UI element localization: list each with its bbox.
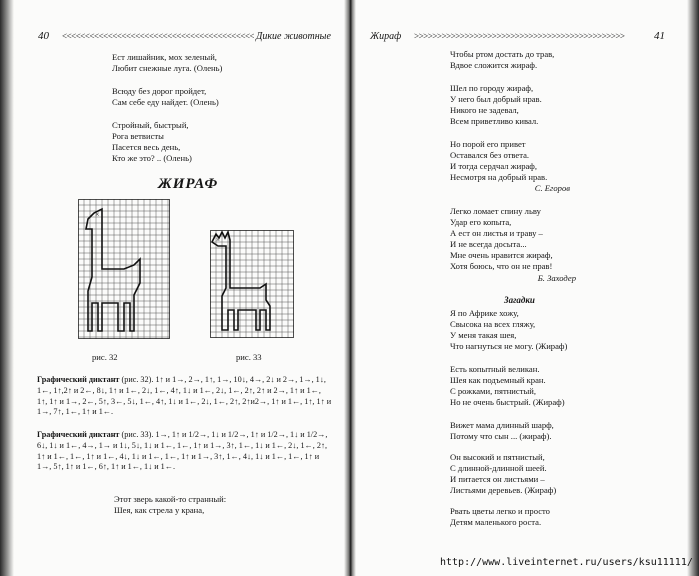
riddle-line: Шея как подъемный кран. xyxy=(450,375,546,386)
riddle-line: Он высокий и пятнистый, xyxy=(450,452,545,462)
graphic-dictation xyxy=(37,375,332,418)
riddle-line: С рожками, пятнистый, xyxy=(450,386,536,397)
closing-stanza xyxy=(114,494,226,516)
stanza-line: Шея, как стрела у крана, xyxy=(114,505,205,516)
dictation-steps: 1↑ и 1→, 2→, 1↑, 1→, 10↓, 4→, 2↓ и 2→, 1→, 1↓, 1←, 1↑,2↑ и 2←, 8↓, 1↑ и 1←, 2↓, 1←, 4↑, 1↓ и 1←, 2↓, 1←, 2↑, 2↑ и 2→, 1↑ и 1←, 1↑, 1↑ и 1→, 2←, 5↑, 3←, 5↓, 1←, 4↑, 1↓ и 1←, 2↓, 1←, 2↑, 2↑и2→, 1↑ и 1←, 1↑, 1↑ и 1→, 7↑, 1←, 1↑ и 1←. xyxy=(37,375,332,417)
page-number: 40 xyxy=(38,30,49,42)
dictation-steps: 1→, 1↑ и 1/2→, 1↓ и 1/2→, 1↑ и 1/2→, 1↓ и 1/2→, 6↓, 1↓ и 1←, 4→, 1→ и 1↓, 5↓, 1↓ и 1←, 1←, 1↑ и 1→, 3↑, 1←, 1↓ и 1←, 2↓, 1←, 2↑, 1↑ и 1←, 1←, 1↑ и 1←, 4↓, 1↓ и 1←, 1←, 1↑ и 1→, 3↑, 1←, 4↓, 1↓ и 1←, 1←, 1↑ и 1→, 5↑, 1↑ и 1←, 6↑, 1↑ и 1←, 1↓ и 1←. xyxy=(37,430,328,472)
running-head: Жираф xyxy=(370,31,402,42)
riddle-line: Сам себе еду найдет. (Олень) xyxy=(112,97,219,108)
riddle-line: Есть копытный великан. xyxy=(450,364,540,374)
right-page xyxy=(352,0,699,576)
figure-caption: рис. 33 xyxy=(236,352,262,362)
riddle-line: Детям маленького роста. xyxy=(450,517,542,528)
poem-stanza xyxy=(450,206,576,284)
riddle-line: Кто же это? .. (Олень) xyxy=(112,153,192,164)
graphic-dictation xyxy=(37,430,332,473)
svg-text:×: × xyxy=(95,210,100,219)
riddle-line: Любит снежные луга. (Олень) xyxy=(112,63,223,74)
decorative-chevron-rule: <<<<<<<<<<<<<<<<<<<<<<<<<<<<<<<<<<<<<<<<<< xyxy=(62,31,254,41)
svg-text:×: × xyxy=(216,236,220,244)
dictation-label: Графический диктант xyxy=(37,430,120,439)
riddle-stanza xyxy=(450,308,567,352)
riddle-stanza xyxy=(112,52,222,74)
page-edge-shadow xyxy=(0,0,14,576)
riddle-line: Свысока на всех гляжу, xyxy=(450,319,536,330)
poem-stanza xyxy=(450,83,542,127)
poem-line: И не всегда досыта... xyxy=(450,239,527,250)
riddle-line: Стройный, быстрый, xyxy=(112,120,189,130)
riddles-title: Загадки xyxy=(504,295,535,305)
poem-line: Хотя боюсь, что он не прав! xyxy=(450,261,553,272)
riddle-line: Я по Африке хожу, xyxy=(450,308,519,318)
figure-33-grid xyxy=(210,230,294,338)
riddle-line: Ест лишайник, мох зеленый, xyxy=(112,52,217,62)
page-number: 41 xyxy=(654,30,665,42)
dictation-ref: (рис. 32). xyxy=(119,375,154,384)
poem-author: С. Егоров xyxy=(534,183,570,194)
poem-line: И тогда сердчал жираф, xyxy=(450,161,538,172)
dictation-ref: (рис. 33). xyxy=(119,430,154,439)
watermark-url: http://www.liveinternet.ru/users/ksu11111/ xyxy=(440,557,693,568)
running-head: Дикие животные xyxy=(256,31,331,42)
riddle-line: Вижет мама длинный шарф, xyxy=(450,420,554,430)
riddle-line: Пасется весь день, xyxy=(112,142,181,153)
riddle-line: Листьями деревьев. (Жираф) xyxy=(450,485,557,496)
book-gutter xyxy=(344,0,356,576)
poem-line: Несмотря на добрый нрав. xyxy=(450,172,548,183)
riddle-line: С длинной-длинной шеей. xyxy=(450,463,547,474)
poem-line: Оставался без ответа. xyxy=(450,150,530,161)
poem-line: Удар его копыта, xyxy=(450,217,512,228)
poem-line: Вдвое сложится жираф. xyxy=(450,60,538,71)
decorative-chevron-rule: >>>>>>>>>>>>>>>>>>>>>>>>>>>>>>>>>>>>>>>>>>>>>> xyxy=(414,31,625,41)
riddle-stanza xyxy=(450,452,556,496)
poem-stanza xyxy=(450,139,570,194)
poem-stanza xyxy=(450,49,554,71)
riddle-stanza xyxy=(112,120,192,164)
riddle-line: Всюду без дорог пройдет, xyxy=(112,86,207,96)
left-page xyxy=(0,0,348,576)
figure-32-grid xyxy=(78,199,170,339)
poem-line: Чтобы ртом достать до трав, xyxy=(450,49,555,59)
riddle-stanza xyxy=(450,364,565,408)
poem-line: А ест он листья и траву – xyxy=(450,228,543,239)
riddle-line: И питается он листьями – xyxy=(450,474,545,485)
riddle-line: Потому что сын ... (жираф). xyxy=(450,431,552,442)
poem-line: Но порой его привет xyxy=(450,139,526,149)
riddle-line: У меня такая шея, xyxy=(450,330,517,341)
page-edge-shadow xyxy=(687,0,699,576)
riddle-line: Что нагнуться не могу. (Жираф) xyxy=(450,341,568,352)
poem-author: Б. Заходер xyxy=(537,272,576,283)
poem-line: Легко ломает спину льву xyxy=(450,206,541,216)
stanza-line: Этот зверь какой-то странный: xyxy=(114,494,227,504)
poem-line: Никого не задевал, xyxy=(450,105,519,116)
poem-line: Мне очень нравится жираф, xyxy=(450,250,553,261)
poem-line: Всем приветливо кивал. xyxy=(450,116,539,127)
riddle-line: Рвать цветы легко и просто xyxy=(450,506,550,516)
poem-line: У него был добрый нрав. xyxy=(450,94,542,105)
riddle-stanza xyxy=(112,86,219,108)
figure-caption: рис. 32 xyxy=(92,352,118,362)
giraffe-outline xyxy=(212,232,270,330)
riddle-stanza xyxy=(450,506,550,528)
poem-line: Шел по городу жираф, xyxy=(450,83,534,93)
dictation-label: Графический диктант xyxy=(37,375,120,384)
riddle-stanza xyxy=(450,420,554,442)
section-title: ЖИРАФ xyxy=(158,176,219,192)
riddle-line: Но не очень быстрый. (Жираф) xyxy=(450,397,565,408)
riddle-line: Рога ветвисты xyxy=(112,131,164,142)
